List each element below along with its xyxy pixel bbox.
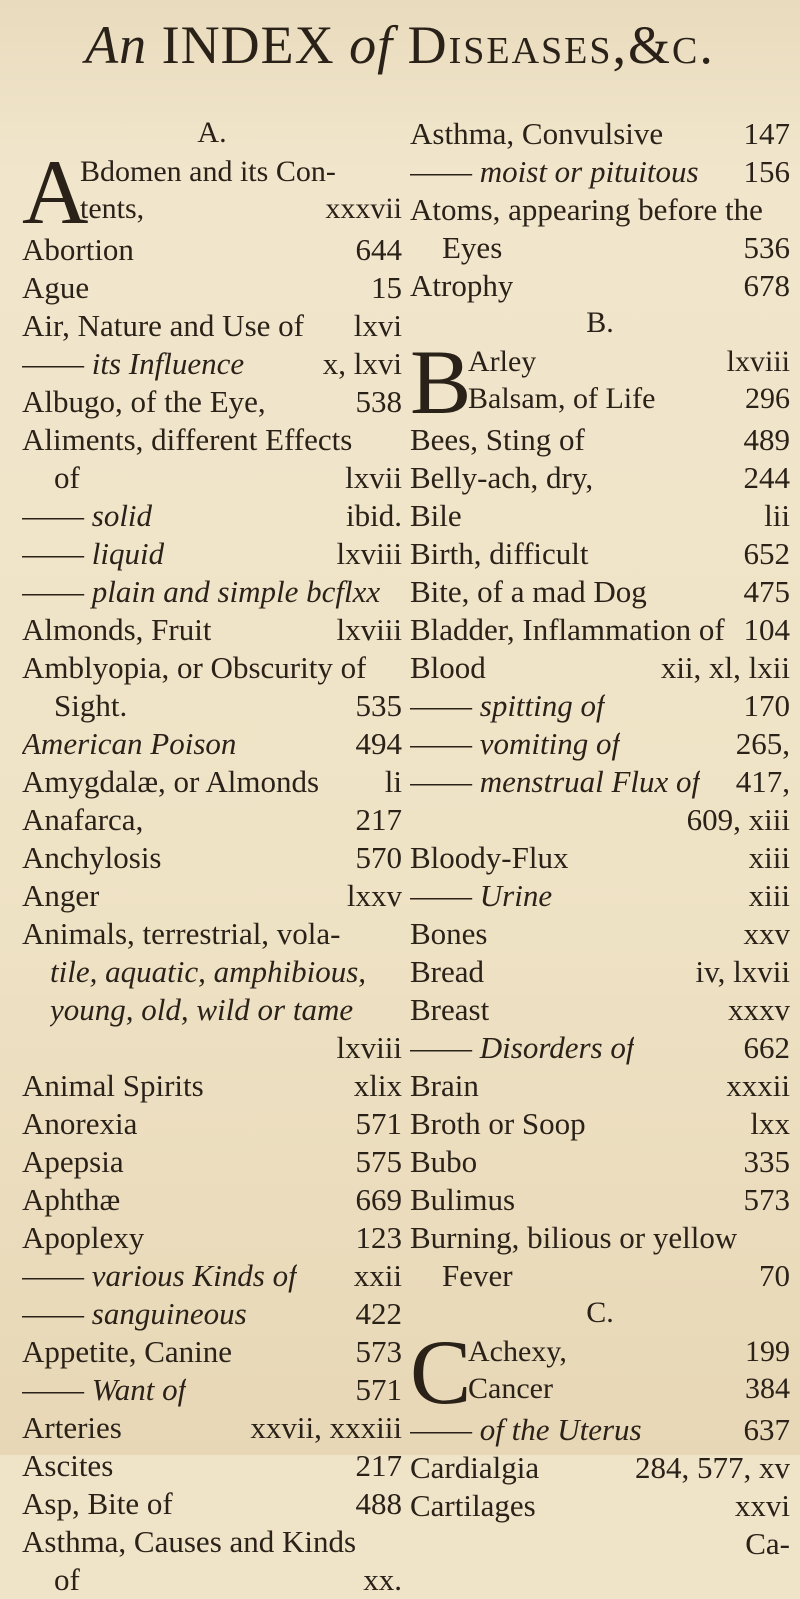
entry-term: Atoms, appearing before the [410,192,763,227]
entry-page: 538 [355,384,402,419]
index-entry [410,991,790,1029]
entry-page: 571 [355,1372,402,1407]
entry-page: Ca- [745,1526,790,1561]
entry-term: Eyes [442,230,503,265]
index-entry [22,1219,402,1257]
index-entry [468,380,790,417]
index-entry [410,1067,790,1105]
entry-page: 536 [743,230,790,265]
entry-page: 156 [743,154,790,189]
entry-page: 575 [355,1144,402,1179]
index-entry [22,1371,402,1409]
entry-page: xxii [353,1258,402,1293]
index-entry [22,1181,402,1219]
index-entry [410,229,790,267]
index-entry [22,231,402,269]
entry-page: lxviii [336,536,402,571]
entry-page: 488 [355,1486,402,1521]
entry-page: xxvi [734,1488,790,1523]
entry-page: lxviii [336,1030,402,1065]
index-entry [22,1447,402,1485]
entry-page: li [384,764,402,799]
entry-page: 123 [355,1220,402,1255]
entry-term: —— its Influence [22,345,244,383]
entry-term: Burning, bilious or yellow [410,1220,738,1255]
index-entry [410,267,790,305]
entry-term: Bile [410,498,462,533]
page-title [0,14,800,76]
index-entry [410,497,790,535]
index-entry [22,421,402,459]
index-entry [22,497,402,535]
entry-page: 573 [743,1182,790,1217]
index-entry [22,459,402,497]
index-entry [22,573,402,611]
entry-term: —— liquid [22,535,164,573]
entry-term: Abortion [22,232,134,267]
entry-term: Cancer [468,1372,553,1405]
entry-page: 217 [355,802,402,837]
entry-page: 489 [743,422,790,457]
index-entry [22,953,402,991]
right-column [410,115,790,1563]
dropcap-b: B [410,331,472,433]
entry-page: 609, xiii [686,802,790,837]
entry-page: xii, xl, lxii [660,650,790,685]
dropcap-a: A [22,141,89,243]
index-entry [468,1333,790,1370]
index-entry [410,687,790,725]
index-entry [410,1143,790,1181]
index-entry [22,611,402,649]
entry-term: Bloody-Flux [410,840,569,875]
index-entry [22,991,402,1029]
index-entry [410,763,790,801]
entry-term: —— spitting of [410,687,605,725]
index-entry [22,687,402,725]
index-entry [410,649,790,687]
index-entry [410,611,790,649]
index-entry [22,1105,402,1143]
entry-term: Broth or Soop [410,1106,586,1141]
entry-page: xiii [748,840,790,875]
entry-term: of [54,460,80,495]
entry-term: Arley [468,345,537,378]
entry-term: Albugo, of the Eye, [22,384,266,419]
index-entry [22,383,402,421]
entry-page: 662 [743,1030,790,1065]
entry-term: —— Urine [410,877,552,915]
index-entry [22,345,402,383]
index-entry [22,839,402,877]
entry-page: lii [764,498,790,533]
entry-page: xxxvii [325,192,402,225]
index-entry [468,1370,790,1407]
index-entry [410,1219,790,1257]
index-entries-b [410,421,790,1295]
index-entry [410,839,790,877]
entry-page: xlix [353,1068,402,1103]
index-entry [22,1523,402,1561]
dropcap-block-a [22,141,402,243]
index-entry [410,459,790,497]
index-entry [22,1485,402,1523]
entry-page: 652 [743,536,790,571]
section-letter-a: A. [197,116,227,149]
entry-term: Anger [22,878,100,913]
entry-term: —— menstrual Flux of [410,763,700,801]
index-entry [22,1333,402,1371]
index-entry [410,801,790,839]
dropcap-block-c [410,1321,790,1423]
index-entry [410,535,790,573]
index-entry [22,1067,402,1105]
entry-page: lxviii [726,345,790,378]
entry-term: Asthma, Causes and Kinds [22,1524,357,1559]
entry-term: Cardialgia [410,1450,540,1485]
entry-page: x, lxvi [322,346,402,381]
index-entry [410,877,790,915]
index-entry [410,1029,790,1067]
entry-term: Bdomen and its Con- [80,155,336,188]
entry-page: 535 [355,688,402,723]
entry-term: —— of the Uterus [410,1411,642,1449]
entry-page: 644 [355,232,402,267]
entry-page: 637 [743,1412,790,1447]
entry-page: 573 [355,1334,402,1369]
entry-term: Animal Spirits [22,1068,204,1103]
entry-page: 147 [743,116,790,151]
entry-page: 571 [355,1106,402,1141]
index-entry [410,1257,790,1295]
title-index: INDEX [161,15,350,75]
index-entry [410,915,790,953]
entry-term: Almonds, Fruit [22,612,212,647]
entry-page: xxxv [728,992,790,1027]
index-entry [410,191,790,229]
entry-term: American Poison [22,726,237,761]
title-an: An [85,15,162,75]
index-entry [410,1411,790,1449]
entry-page: 296 [745,382,790,415]
index-entry [22,649,402,687]
dropcap-lines [468,343,790,417]
index-entry [22,535,402,573]
entry-term: Bladder, Inflammation of [410,612,725,647]
entry-page: 475 [743,574,790,609]
index-entry [22,877,402,915]
entry-term: Asp, Bite of [22,1486,173,1521]
index-entry [410,421,790,459]
index-entry [22,725,402,763]
entry-page: 244 [743,460,790,495]
index-entry [80,190,402,227]
entry-term: Bones [410,916,488,951]
entry-page: xxvii, xxxiii [250,1410,402,1445]
entry-term: Asthma, Convulsive [410,116,664,151]
entry-term: —— solid [22,497,152,535]
entry-page: 669 [355,1182,402,1217]
left-column [22,115,402,1599]
section-letter-c: C. [586,1296,614,1329]
entry-page: 70 [759,1258,790,1293]
entry-term: young, old, wild or tame [50,992,354,1027]
entry-term: Ague [22,270,90,305]
entry-term: of [54,1562,80,1597]
entry-term: Atrophy [410,268,514,303]
index-entry [22,1029,402,1067]
index-entries-c [410,1411,790,1563]
index-entry [410,573,790,611]
entry-term: tile, aquatic, amphibious, [50,954,367,989]
entry-page: 417, [735,764,790,799]
index-entries-right-top [410,115,790,305]
entry-term: Anorexia [22,1106,138,1141]
entry-term: —— vomiting of [410,725,620,763]
entry-page: 217 [355,1448,402,1483]
entry-term: Animals, terrestrial, vola- [22,916,341,951]
entry-term: Arteries [22,1410,122,1445]
entry-term: Birth, difficult [410,536,589,571]
entry-page: 570 [355,840,402,875]
entry-term: —— plain and simple bcflxx [22,573,380,611]
entry-term: Bread [410,954,485,989]
dropcap-lines [468,1333,790,1407]
index-entry [410,953,790,991]
dropcap-c: C [410,1321,472,1423]
entry-term: Belly-ach, dry, [410,460,594,495]
index-entry [468,343,790,380]
index-entry [22,1409,402,1447]
index-entry [22,1143,402,1181]
index-entry [410,1105,790,1143]
index-entry [22,307,402,345]
index-entry [410,115,790,153]
entry-page: lxvi [353,308,402,343]
entry-term: Bulimus [410,1182,516,1217]
entry-page: xxxii [726,1068,790,1103]
entry-term: Achexy, [468,1335,567,1368]
dropcap-lines [80,153,402,227]
entry-term: Cartilages [410,1488,536,1523]
entry-page: 265, [735,726,790,761]
entry-page: iv, lxvii [695,954,790,989]
index-entry [22,269,402,307]
entry-term: Apepsia [22,1144,124,1179]
entry-term: Aphthæ [22,1182,121,1217]
index-entry [22,1257,402,1295]
entry-term: Balsam, of Life [468,382,656,415]
entry-term: Bubo [410,1144,478,1179]
title-topic: Diseases,&c. [407,15,715,75]
entry-term: Aliments, different Effects [22,422,353,457]
index-entry [80,153,402,190]
entry-term: Amblyopia, or Obscurity of [22,650,367,685]
section-letter-b: B. [586,306,614,339]
entry-term: Apoplexy [22,1220,145,1255]
entry-term: Blood [410,650,486,685]
entry-term: Anafarca, [22,802,144,837]
entry-term: Anchylosis [22,840,162,875]
entry-page: 199 [745,1335,790,1368]
index-entries-left [22,231,402,1599]
entry-term: tents, [80,192,145,225]
entry-term: —— sanguineous [22,1295,247,1333]
entry-term: —— Want of [22,1371,186,1409]
entry-page: 494 [355,726,402,761]
entry-page: 284, 577, xv [635,1450,790,1485]
entry-page: 678 [743,268,790,303]
entry-term: Breast [410,992,490,1027]
index-entry [410,1181,790,1219]
entry-term: Brain [410,1068,479,1103]
entry-page: xx. [363,1562,402,1597]
entry-term: Appetite, Canine [22,1334,233,1369]
entry-page: 15 [371,270,402,305]
dropcap-block-b [410,331,790,433]
index-entry [22,801,402,839]
entry-term: Amygdalæ, or Almonds [22,764,320,799]
entry-term: —— Disorders of [410,1029,634,1067]
entry-page: xiii [748,878,790,913]
entry-page: xxv [743,916,790,951]
entry-page: 384 [745,1372,790,1405]
entry-term: Bite, of a mad Dog [410,574,647,609]
entry-term: Sight. [54,688,128,723]
title-of: of [349,15,408,75]
entry-page: lxxv [346,878,402,913]
index-entry [410,725,790,763]
entry-term: —— moist or pituitous [410,153,699,191]
entry-page: lxviii [336,612,402,647]
entry-page: ibid. [346,498,402,533]
entry-page: 104 [743,612,790,647]
entry-term: Air, Nature and Use of [22,308,304,343]
entry-page: 422 [355,1296,402,1331]
entry-term: —— various Kinds of [22,1257,297,1295]
index-entry [410,1525,790,1563]
index-entry [410,1487,790,1525]
index-entry [22,1561,402,1599]
entry-page: 335 [743,1144,790,1179]
index-entry [22,1295,402,1333]
entry-term: Ascites [22,1448,114,1483]
entry-term: Bees, Sting of [410,422,585,457]
entry-page: lxvii [345,460,402,495]
index-entry [410,153,790,191]
entry-page: lxx [750,1106,790,1141]
entry-term: Fever [442,1258,513,1293]
entry-page: 170 [743,688,790,723]
index-entry [22,763,402,801]
index-entry [22,915,402,953]
